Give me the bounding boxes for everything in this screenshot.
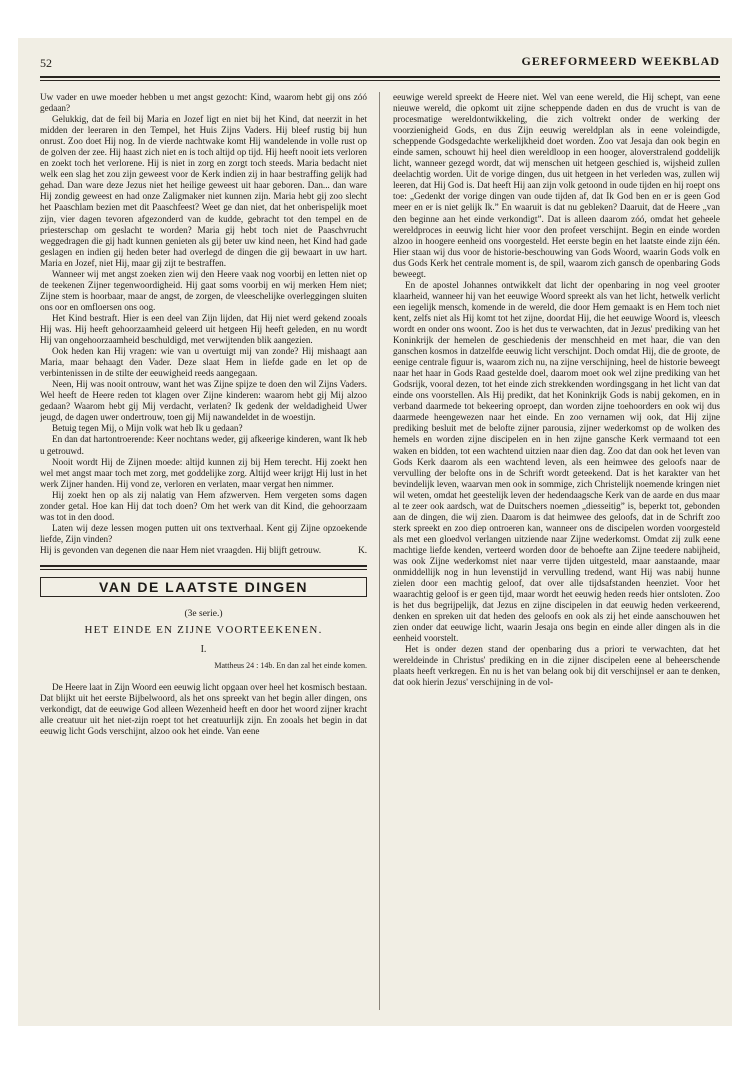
- article-subtitle: HET EINDE EN ZIJNE VOORTEEKENEN.: [84, 624, 323, 637]
- header-rule-thin: [40, 80, 720, 81]
- section-heading: VAN DE LAATSTE DINGEN: [40, 577, 367, 597]
- paragraph: Nooit wordt Hij de Zijnen moede: altijd kunnen zij bij Hem terecht. Hij zoekt hen wel met angst maar toch met zorg, met goddelijke zorg. Altijd weer krijgt Hij lust in het werk Zijner handen. Hij vond ze, verloren en verlaten, maar vergat hen nimmer.: [40, 456, 367, 489]
- paragraph: Het Kind bestraft. Hier is een deel van Zijn lijden, dat Hij niet werd gekend zooals Hij was. Hij heeft gehoorzaamheid geleerd uit hetgeen Hij heeft geleden, en nu wordt Hij van ongehoorzaamheid beschuldigd, met verwijtenden blik aangezien.: [40, 312, 367, 346]
- paragraph: Wanneer wij met angst zoeken zien wij den Heere vaak nog voorbij en letten niet op de teekenen Zijner tegenwoordigheid. Hij gaat soms voorbij en wij merken Hem niet; Zijne stem is hoorbaar, maar de angst, de zorgen, de vleeschelijke overleggingen sluiten ons oor en omfloersen ons oog.: [40, 268, 367, 312]
- section-rule-thin: [40, 569, 367, 570]
- section-block: [40, 565, 367, 737]
- right-column: [393, 92, 720, 1010]
- paragraph: Gelukkig, dat de feil bij Maria en Jozef ligt en niet bij het Kind, dat neerzit in het midden der leeraren in den Tempel, het Huis Zijns Vaders. Hij bleef rustig bij hun onrust. Zoo doet Hij nog. In de vierde nachtwake komt Hij wandelende in volle rust op de golven der zee. Hij haast zich niet en is toch altijd op tijd. Hij heeft nooit iets verloren en zoekt toch het verlorene. Hij is niet in zorg en zorgt toch steeds. Maria bedacht niet welk een slag het zou zijn geweest voor de Kerk indien zij in haar bestraffing gelijk had gehad. Dan ware deze Jezus niet het heilige geweest uit haar geboren. Dan... dan ware Hij zondig geweest en had onze Zaligmaker niet kunnen zijn. Maria hebt gij zoo slecht het Paaschlam bezien met dit Paaschfeest? Weet ge dan niet, dat het onberispelijk moet zijn, vier dagen tevoren afgezonderd van de kudde, gebracht tot den tempel en de priesterschap om geslacht te worden? Maria gij hebt toch niet de Paaschvrucht weggedragen die gij hadt kunnen genieten als gij beter uw kind neen, het Kind had gade geslagen en indien gij heden beter had overlegd de dingen die gij bewaart in uw hart. Maria en Jozef, niet Hij, maar gij zijt te bestraffen.: [40, 114, 367, 268]
- paragraph: Neen, Hij was nooit ontrouw, want het was Zijne spijze te doen den wil Zijns Vaders. Wel heeft de Heere reden tot klagen over Zijne kinderen: waarom hebt gij Mij alzoo gedaan? Waarom hebt gij Mij verdacht, verlaten? Ik gedenk der weldadigheid Uwer jeugd, de dagen uwer ondertrouw, toen gij Mij nawandeldet in de woestijn.: [40, 379, 367, 423]
- journal-title: GEREFORMEERD WEEKBLAD: [521, 54, 720, 68]
- paragraph: Het is onder dezen stand der openbaring dus a priori te verwachten, dat het wereldeinde in Christus' prediking en in die zijner discipelen eene al beheerschende plaats heeft verkregen. En nu is het van belang ook bij dit verschijnsel er aan te denken, dat ook hierin Jezus' verschijning in de vol-: [393, 644, 720, 688]
- paragraph: En dan dat hartontroerende: Keer nochtans weder, gij afkeerige kinderen, want Ik heb u getrouwd.: [40, 434, 367, 456]
- page-header: [40, 54, 720, 72]
- column-divider: [379, 92, 380, 1010]
- paragraph: En de apostel Johannes ontwikkelt dat licht der openbaring in nog veel grooter klaarheid, wanneer hij van het eeuwige Woord spreekt als van het licht, hetwelk verlicht een iegelijk mensch, komende in de wereld, die door Hem gemaakt is en Hem toch niet kent, zelfs niet als Hij komt tot het zijne, doordat Hij, die het eeuwige Woord is, vleesch wordt en onder ons woont. Zoo is het dus te verwachten, dat in Jezus' prediking van het Koninkrijk der hemelen de geschiedenis der menschheid en met haar, die van den ganschen kosmos in datzelfde eeuwig licht verschijnt. Doch omdat Hij, die de groote, de eenige centrale figuur is, waarom zich nu, na zijne verschijning, heel de historie beweegt naar het haar in Gods Raad gestelde doel, daarom moet ook wel zijne prediking van het Godsrijk, vooral dezen, tot het einde zich strekkenden wordingsgang in het licht van dat einde ons voorstellen. Als Hij predikt, dat het Koninkrijk Gods is nabij gekomen, en in verband daarmede tot bekeering oproept, dan worden zijne toehoorders en ook wij dus daarmede heengewezen naar het einde. En zoo vernamen wij ook, dat Hij zijne prediking besluit met de belofte zijner parousia, zijner wederkomst op de wolken des hemels en worden zijne discipelen en in hen zijne gansche Kerk vermaand tot een waken en bidden, tot een wachtend uitzien naar dien dag. Zoo dat dan ook het leven van Gods Kerk daarom als een wachtend leven, als een heimwee des geloofs naar de vervulling der belofte ons in de Schrift wordt geteekend. Dat is het karakter van het bevindelijk leven, waarvan men ook in sommige, zich Christelijk noemende kringen niet wil weten, omdat het geestelijk leven der hedendaagsche Kerk van de aarde en dus maar al te zeer ook aardsch, wat de Duitschers noemen „diesseitig” is, beperkt tot, gebonden aan de dingen, die wij zien. Daarom is dat heimwee des geloofs, dat in de Schrift zoo sterk spreekt en zoo diep ontroeren kan, wanneer ons de discipelen worden voorgesteld als met een gloedvol verlangen uitziende naar Zijne wederkomst. Omdat zij zulk eene machtige liefde kenden, verteerd worden door de behoefte aan Zijne teedere nabijheid, was ook Zijne wederkomst niet naar verre tijden uitgesteld, maar aanstaande, maar onmiddellijk nog in hun levenstijd in vervulling tredend, want Hij was nabij hunne zielen door een machtig geloof, dat over alle tijdsafstanden heenziet. Voor het waarachtig geloof is er geen tijd, maar wordt het eeuwig heden reeds hier ontsloten. Zoo is het dus begrijpelijk, dat Jezus en zijne discipelen in dat eeuwig heden verkeerend, denken en spreken uit dat heden des geloofs en ook als zij het einde aanschouwen het zien onder dat eeuwige licht, waarin Jesaja ons begin en einde aller dingen als in die eenheid voorstelt.: [393, 279, 720, 644]
- scripture-reference: Mattheus 24 : 14b. En dan zal het einde komen.: [214, 661, 367, 671]
- paragraph: Betuig tegen Mij, o Mijn volk wat heb Ik u gedaan?: [52, 423, 243, 434]
- paragraph: Uw vader en uwe moeder hebben u met angst gezocht: Kind, waarom hebt gij ons zóó gedaan?: [40, 92, 367, 114]
- author-signature: K.: [358, 544, 367, 555]
- closing-text: Hij is gevonden van degenen die naar Hem niet vraagden. Hij blijft getrouw.: [40, 544, 322, 555]
- left-column: [40, 92, 367, 1010]
- header-rule-thick: [40, 76, 720, 78]
- paragraph: Ook heden kan Hij vragen: wie van u overtuigt mij van zonde? Hij mishaagt aan Maria, maar behaagt den Vader. Deze slaat Hem in liefde gade en let op de verbintenissen in de stilte der eeuwigheid reeds aangegaan.: [40, 346, 367, 379]
- chapter-number: I.: [200, 644, 207, 656]
- section-rule-thick: [40, 565, 367, 567]
- closing-paragraph: [40, 545, 367, 556]
- paragraph: Laten wij deze lessen mogen putten uit ons textverhaal. Kent gij Zijne opzoekende liefde, Zijn vinden?: [40, 522, 367, 544]
- newspaper-page: [18, 38, 732, 1026]
- paragraph: Hij zoekt hen op als zij nalatig van Hem afzwerven. Hem vergeten soms dagen zonder getal. Hoe kan Hij dat toch doen? Om het werk van dit Kind, die gehoorzaam was tot in den dood.: [40, 489, 367, 522]
- paragraph: eeuwige wereld spreekt de Heere niet. Wel van eene wereld, die Hij schept, van eene nieuwe wereld, die opkomt uit zijne scheppende daden en dus de vrucht is van de procesmatige wereldontwikkeling, die zich voltrekt onder de werking der voorzienigheid Gods, en dus Zijn eeuwig wereldplan als in eene voleindigde, scheppende Godsgedachte werkelijkheid doet worden. Zoo vat Jesaja dan ook begin en einde samen, schouwt hij heel dien wereldloop in een hooger, aloverstralend goddelijk licht, wanneer gezegd wordt, dat wij menschen uit hetgeen geschied is, wijsheid zullen deelachtig worden. Uit de vorige dingen, dus uit hetgeen in het verleden was, zullen wij leeren, dat Hij God is. Dat heeft Hij aan zijn volk getoond in oude tijden en hij roept ons toe: „Gedenkt der vorige dingen van oude tijden af, dat Ik God ben en er is geen God meer en er is niet gelijk Ik.” En waaruit is dat nu gebleken? Daaruit, dat de Heere „van den beginne aan het einde verkondigt”. Dat is alleen daarom zóó, omdat het geheele wereldproces in eeuwig licht hier voor den profeet verschijnt. Begin en einde worden alzoo in hoogere eenheid ons voorgesteld. Het eerste begin en het laatste einde zijn één. Hier staan wij dus voor de historie-beschouwing van Gods Woord, waarin Gods volk en dus Gods Kerk het centrale moment is, de spil, waarom zich gansch de openbaring Gods beweegt.: [393, 92, 720, 279]
- page-number: 52: [40, 56, 52, 70]
- paragraph: De Heere laat in Zijn Woord een eeuwig licht opgaan over heel het kosmisch bestaan. Dat blijkt uit het eerste Bijbelwoord, als het ons spreekt van het begin aller dingen, ons verkondigt, dat de eeuwige God alleen Wezenheid heeft en door het woord zijner kracht alle creatuur uit het niet-zijn roept tot het creatuurlijk zijn. En zooals het begin in dat eeuwig licht Gods verschijnt, alzoo ook het einde. Van eene: [40, 682, 367, 737]
- series-label: (3e serie.): [184, 609, 223, 620]
